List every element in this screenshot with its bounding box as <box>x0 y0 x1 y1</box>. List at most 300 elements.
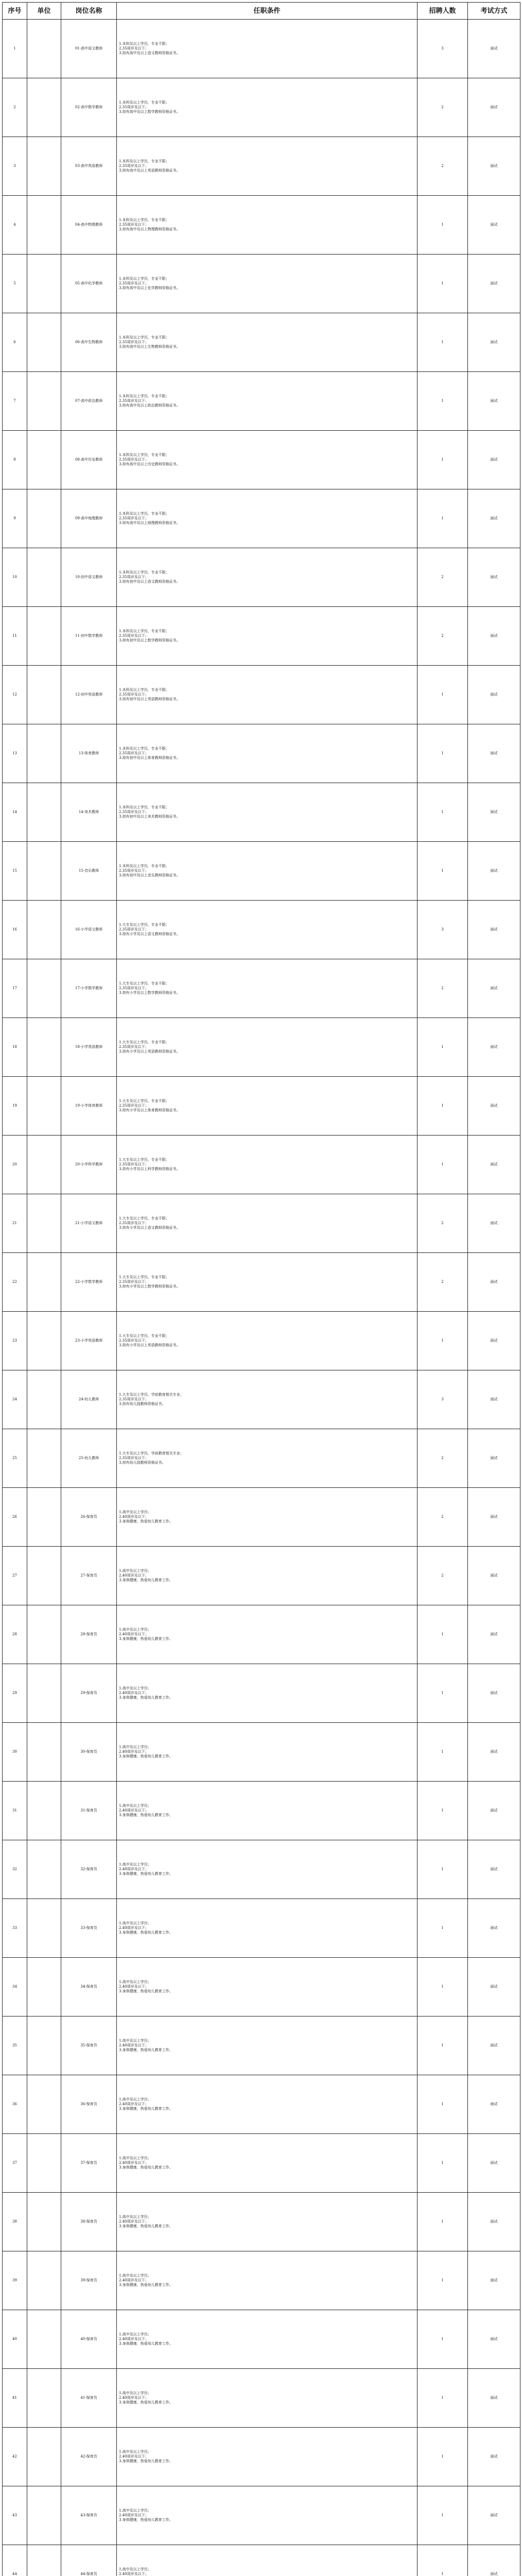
cell-post: 41-保育员 <box>61 2369 117 2428</box>
cell-post: 38-保育员 <box>61 2193 117 2251</box>
cell-conditions: 1.高中及以上学历； 2.40周岁及以下； 3.身体健康，热爱幼儿教育工作。 <box>117 2251 417 2310</box>
cell-index: 29 <box>3 1664 27 1723</box>
cell-conditions: 1.大专及以上学历，学前教育相关专业； 2.35周岁及以下； 3.持有幼儿园教师资格证书。 <box>117 1429 417 1488</box>
cell-index: 22 <box>3 1253 27 1312</box>
table-row <box>3 959 520 1018</box>
cell-index: 27 <box>3 1547 27 1605</box>
cell-post: 10-初中语文教师 <box>61 548 117 607</box>
cell-index: 10 <box>3 548 27 607</box>
cell-conditions: 1.大专及以上学历，专业不限； 2.35周岁及以下； 3.持有小学及以上语文教师资格证书。 <box>117 1194 417 1253</box>
cell-count: 2 <box>417 1194 468 1253</box>
cell-unit <box>27 78 61 137</box>
cell-exam: 面试 <box>468 1899 520 1958</box>
cell-exam: 面试 <box>468 2075 520 2134</box>
cell-count: 1 <box>417 2545 468 2576</box>
cell-index: 19 <box>3 1077 27 1136</box>
cell-index: 36 <box>3 2075 27 2134</box>
cell-exam: 面试 <box>468 959 520 1018</box>
cell-post: 43-保育员 <box>61 2486 117 2545</box>
cell-unit <box>27 2369 61 2428</box>
cell-conditions: 1.本科及以上学历，专业不限； 2.35周岁及以下； 3.持有初中及以上体育教师资格证书。 <box>117 724 417 783</box>
cell-count: 1 <box>417 1899 468 1958</box>
cell-count: 1 <box>417 2428 468 2486</box>
cell-count: 1 <box>417 431 468 489</box>
table-row <box>3 1605 520 1664</box>
cell-conditions: 1.本科及以上学历，专业不限； 2.35周岁及以下； 3.持有高中及以上历史教师资格证书。 <box>117 431 417 489</box>
cell-count: 1 <box>417 1723 468 1782</box>
cell-exam: 面试 <box>468 255 520 313</box>
cell-index: 8 <box>3 431 27 489</box>
cell-index: 1 <box>3 20 27 78</box>
table-row <box>3 1077 520 1136</box>
cell-unit <box>27 959 61 1018</box>
cell-conditions: 1.大专及以上学历，专业不限； 2.35周岁及以下； 3.持有小学及以上科学教师资格证书。 <box>117 1136 417 1194</box>
cell-exam: 面试 <box>468 607 520 666</box>
cell-post: 02-高中数学教师 <box>61 78 117 137</box>
cell-conditions: 1.高中及以上学历； 2.40周岁及以下； 3.身体健康，热爱幼儿教育工作。 <box>117 2486 417 2545</box>
cell-count: 1 <box>417 1840 468 1899</box>
cell-count: 1 <box>417 489 468 548</box>
table-row <box>3 2486 520 2545</box>
cell-post: 20-小学科学教师 <box>61 1136 117 1194</box>
header-index: 序号 <box>3 3 27 20</box>
cell-unit <box>27 1429 61 1488</box>
table-body <box>3 20 520 2576</box>
cell-index: 24 <box>3 1370 27 1429</box>
cell-post: 21-小学语文教师 <box>61 1194 117 1253</box>
table-row <box>3 1958 520 2016</box>
cell-exam: 面试 <box>468 1253 520 1312</box>
table-row <box>3 78 520 137</box>
table-row <box>3 1782 520 1840</box>
cell-exam: 面试 <box>468 1429 520 1488</box>
cell-exam: 面试 <box>468 20 520 78</box>
table-row <box>3 1664 520 1723</box>
cell-index: 44 <box>3 2545 27 2576</box>
cell-index: 23 <box>3 1312 27 1370</box>
cell-exam: 面试 <box>468 313 520 372</box>
cell-post: 12-初中英语教师 <box>61 666 117 724</box>
cell-index: 21 <box>3 1194 27 1253</box>
cell-conditions: 1.高中及以上学历； 2.40周岁及以下； 3.身体健康，热爱幼儿教育工作。 <box>117 1782 417 1840</box>
cell-count: 2 <box>417 959 468 1018</box>
cell-count: 1 <box>417 666 468 724</box>
cell-exam: 面试 <box>468 548 520 607</box>
cell-post: 16-小学语文教师 <box>61 901 117 959</box>
cell-index: 3 <box>3 137 27 196</box>
cell-count: 2 <box>417 548 468 607</box>
cell-index: 9 <box>3 489 27 548</box>
table-row <box>3 548 520 607</box>
cell-exam: 面试 <box>468 196 520 255</box>
cell-exam: 面试 <box>468 1782 520 1840</box>
cell-conditions: 1.本科及以上学历，专业不限； 2.35周岁及以下； 3.持有初中及以上数学教师资格证书。 <box>117 607 417 666</box>
cell-exam: 面试 <box>468 1664 520 1723</box>
cell-count: 1 <box>417 2369 468 2428</box>
table-row <box>3 1488 520 1547</box>
cell-unit <box>27 1018 61 1077</box>
table-row <box>3 1370 520 1429</box>
cell-conditions: 1.高中及以上学历； 2.40周岁及以下； 3.身体健康，热爱幼儿教育工作。 <box>117 1958 417 2016</box>
cell-post: 18-小学英语教师 <box>61 1018 117 1077</box>
cell-post: 35-保育员 <box>61 2016 117 2075</box>
cell-unit <box>27 137 61 196</box>
cell-conditions: 1.高中及以上学历； 2.40周岁及以下； 3.身体健康，热爱幼儿教育工作。 <box>117 2016 417 2075</box>
cell-conditions: 1.本科及以上学历，专业不限； 2.35周岁及以下； 3.持有高中及以上数学教师资格证书。 <box>117 78 417 137</box>
cell-unit <box>27 1605 61 1664</box>
cell-unit <box>27 2016 61 2075</box>
cell-post: 07-高中政治教师 <box>61 372 117 431</box>
cell-exam: 面试 <box>468 2369 520 2428</box>
cell-conditions: 1.高中及以上学历； 2.40周岁及以下； <box>117 2545 417 2576</box>
cell-count: 2 <box>417 137 468 196</box>
cell-post: 37-保育员 <box>61 2134 117 2193</box>
cell-unit <box>27 2486 61 2545</box>
cell-index: 7 <box>3 372 27 431</box>
cell-unit <box>27 1488 61 1547</box>
cell-exam: 面试 <box>468 724 520 783</box>
cell-post: 23-小学英语教师 <box>61 1312 117 1370</box>
table-row <box>3 2134 520 2193</box>
cell-conditions: 1.本科及以上学历，专业不限； 2.35周岁及以下； 3.持有初中及以上音乐教师资格证书。 <box>117 842 417 901</box>
cell-exam: 面试 <box>468 1370 520 1429</box>
cell-exam: 面试 <box>468 1136 520 1194</box>
cell-unit <box>27 489 61 548</box>
cell-unit <box>27 2428 61 2486</box>
table-row <box>3 1840 520 1899</box>
cell-unit <box>27 1136 61 1194</box>
cell-index: 31 <box>3 1782 27 1840</box>
cell-index: 16 <box>3 901 27 959</box>
table-row <box>3 255 520 313</box>
table-row <box>3 2428 520 2486</box>
cell-exam: 面试 <box>468 901 520 959</box>
cell-conditions: 1.本科及以上学历，专业不限； 2.35周岁及以下； 3.持有高中及以上语文教师资格证书。 <box>117 20 417 78</box>
cell-post: 39-保育员 <box>61 2251 117 2310</box>
table-row <box>3 1018 520 1077</box>
cell-exam: 面试 <box>468 1077 520 1136</box>
cell-post: 08-高中历史教师 <box>61 431 117 489</box>
cell-conditions: 1.高中及以上学历； 2.40周岁及以下； 3.身体健康，热爱幼儿教育工作。 <box>117 1488 417 1547</box>
cell-count: 1 <box>417 372 468 431</box>
cell-post: 28-保育员 <box>61 1605 117 1664</box>
table-row <box>3 2251 520 2310</box>
cell-index: 37 <box>3 2134 27 2193</box>
cell-index: 12 <box>3 666 27 724</box>
cell-post: 09-高中地理教师 <box>61 489 117 548</box>
cell-count: 1 <box>417 1782 468 1840</box>
cell-count: 1 <box>417 2075 468 2134</box>
cell-exam: 面试 <box>468 1547 520 1605</box>
cell-conditions: 1.高中及以上学历； 2.40周岁及以下； 3.身体健康，热爱幼儿教育工作。 <box>117 2310 417 2369</box>
table-row <box>3 783 520 842</box>
cell-unit <box>27 1782 61 1840</box>
cell-unit <box>27 372 61 431</box>
cell-unit <box>27 548 61 607</box>
cell-unit <box>27 2075 61 2134</box>
cell-exam: 面试 <box>468 1018 520 1077</box>
cell-unit <box>27 1370 61 1429</box>
cell-unit <box>27 20 61 78</box>
cell-index: 6 <box>3 313 27 372</box>
table-row <box>3 313 520 372</box>
cell-conditions: 1.高中及以上学历； 2.40周岁及以下； 3.身体健康，热爱幼儿教育工作。 <box>117 2428 417 2486</box>
cell-unit <box>27 2193 61 2251</box>
cell-index: 15 <box>3 842 27 901</box>
cell-count: 1 <box>417 313 468 372</box>
cell-post: 19-小学体育教师 <box>61 1077 117 1136</box>
cell-count: 1 <box>417 1958 468 2016</box>
cell-conditions: 1.本科及以上学历，专业不限； 2.35周岁及以下； 3.持有初中及以上美术教师资格证书。 <box>117 783 417 842</box>
cell-unit <box>27 666 61 724</box>
cell-unit <box>27 1664 61 1723</box>
table-row <box>3 901 520 959</box>
cell-count: 2 <box>417 1429 468 1488</box>
cell-conditions: 1.大专及以上学历，专业不限； 2.35周岁及以下； 3.持有小学及以上数学教师资格证书。 <box>117 1253 417 1312</box>
cell-index: 34 <box>3 1958 27 2016</box>
cell-count: 1 <box>417 842 468 901</box>
cell-exam: 面试 <box>468 2016 520 2075</box>
table-row <box>3 1136 520 1194</box>
table-row <box>3 2545 520 2576</box>
cell-exam: 面试 <box>468 2310 520 2369</box>
table-row <box>3 666 520 724</box>
cell-exam: 面试 <box>468 1958 520 2016</box>
cell-post: 44-保育员 <box>61 2545 117 2576</box>
cell-count: 1 <box>417 1605 468 1664</box>
cell-post: 34-保育员 <box>61 1958 117 2016</box>
cell-exam: 面试 <box>468 431 520 489</box>
cell-index: 35 <box>3 2016 27 2075</box>
cell-unit <box>27 724 61 783</box>
table-row <box>3 1547 520 1605</box>
cell-count: 2 <box>417 1488 468 1547</box>
recruitment-table-sheet <box>2 2 520 2576</box>
cell-unit <box>27 783 61 842</box>
table-row <box>3 20 520 78</box>
cell-unit <box>27 2134 61 2193</box>
cell-post: 27-保育员 <box>61 1547 117 1605</box>
cell-exam: 面试 <box>468 842 520 901</box>
cell-unit <box>27 196 61 255</box>
cell-post: 29-保育员 <box>61 1664 117 1723</box>
cell-unit <box>27 255 61 313</box>
table-row <box>3 2193 520 2251</box>
table-row <box>3 607 520 666</box>
cell-unit <box>27 1077 61 1136</box>
cell-conditions: 1.大专及以上学历，专业不限； 2.35周岁及以下； 3.持有小学及以上英语教师资格证书。 <box>117 1312 417 1370</box>
cell-unit <box>27 1253 61 1312</box>
cell-count: 1 <box>417 2310 468 2369</box>
cell-index: 40 <box>3 2310 27 2369</box>
cell-unit <box>27 2251 61 2310</box>
header-post: 岗位名称 <box>61 3 117 20</box>
cell-post: 30-保育员 <box>61 1723 117 1782</box>
header-count: 招聘人数 <box>417 3 468 20</box>
cell-index: 14 <box>3 783 27 842</box>
cell-post: 13-体育教师 <box>61 724 117 783</box>
cell-index: 11 <box>3 607 27 666</box>
cell-conditions: 1.高中及以上学历； 2.40周岁及以下； 3.身体健康，热爱幼儿教育工作。 <box>117 1840 417 1899</box>
cell-conditions: 1.高中及以上学历； 2.40周岁及以下； 3.身体健康，热爱幼儿教育工作。 <box>117 2193 417 2251</box>
cell-count: 1 <box>417 255 468 313</box>
cell-index: 20 <box>3 1136 27 1194</box>
cell-exam: 面试 <box>468 1840 520 1899</box>
table-row <box>3 2369 520 2428</box>
cell-exam: 面试 <box>468 783 520 842</box>
cell-unit <box>27 1899 61 1958</box>
cell-post: 06-高中生物教师 <box>61 313 117 372</box>
cell-conditions: 1.高中及以上学历； 2.40周岁及以下； 3.身体健康，热爱幼儿教育工作。 <box>117 1723 417 1782</box>
table-row <box>3 1899 520 1958</box>
table-row <box>3 1194 520 1253</box>
cell-exam: 面试 <box>468 2545 520 2576</box>
cell-exam: 面试 <box>468 489 520 548</box>
table-row <box>3 1723 520 1782</box>
cell-index: 33 <box>3 1899 27 1958</box>
cell-exam: 面试 <box>468 2193 520 2251</box>
cell-unit <box>27 1194 61 1253</box>
cell-count: 2 <box>417 1253 468 1312</box>
cell-conditions: 1.大专及以上学历，学前教育相关专业； 2.35周岁及以下； 3.持有幼儿园教师资格证书。 <box>117 1370 417 1429</box>
cell-post: 36-保育员 <box>61 2075 117 2134</box>
cell-count: 3 <box>417 901 468 959</box>
table-row <box>3 489 520 548</box>
cell-index: 2 <box>3 78 27 137</box>
cell-exam: 面试 <box>468 372 520 431</box>
cell-count: 2 <box>417 1547 468 1605</box>
cell-count: 1 <box>417 196 468 255</box>
cell-post: 17-小学数学教师 <box>61 959 117 1018</box>
cell-count: 1 <box>417 2251 468 2310</box>
cell-exam: 面试 <box>468 2428 520 2486</box>
cell-exam: 面试 <box>468 666 520 724</box>
cell-exam: 面试 <box>468 2251 520 2310</box>
cell-index: 18 <box>3 1018 27 1077</box>
cell-exam: 面试 <box>468 1312 520 1370</box>
cell-count: 3 <box>417 1370 468 1429</box>
cell-post: 15-音乐教师 <box>61 842 117 901</box>
cell-conditions: 1.高中及以上学历； 2.40周岁及以下； 3.身体健康，热爱幼儿教育工作。 <box>117 1605 417 1664</box>
cell-index: 17 <box>3 959 27 1018</box>
cell-count: 2 <box>417 78 468 137</box>
cell-post: 01-高中语文教师 <box>61 20 117 78</box>
table-row <box>3 724 520 783</box>
cell-unit <box>27 1547 61 1605</box>
cell-conditions: 1.大专及以上学历，专业不限； 2.35周岁及以下； 3.持有小学及以上体育教师资格证书。 <box>117 1077 417 1136</box>
cell-count: 1 <box>417 2016 468 2075</box>
cell-post: 33-保育员 <box>61 1899 117 1958</box>
cell-count: 3 <box>417 20 468 78</box>
cell-conditions: 1.本科及以上学历，专业不限； 2.35周岁及以下； 3.持有高中及以上英语教师资格证书。 <box>117 137 417 196</box>
cell-conditions: 1.大专及以上学历，专业不限； 2.35周岁及以下； 3.持有小学及以上英语教师资格证书。 <box>117 1018 417 1077</box>
cell-exam: 面试 <box>468 137 520 196</box>
cell-index: 39 <box>3 2251 27 2310</box>
cell-conditions: 1.高中及以上学历； 2.40周岁及以下； 3.身体健康，热爱幼儿教育工作。 <box>117 1664 417 1723</box>
cell-unit <box>27 842 61 901</box>
table-row <box>3 1429 520 1488</box>
table-row <box>3 431 520 489</box>
cell-index: 30 <box>3 1723 27 1782</box>
cell-conditions: 1.本科及以上学历，专业不限； 2.35周岁及以下； 3.持有初中及以上英语教师资格证书。 <box>117 666 417 724</box>
cell-post: 03-高中英语教师 <box>61 137 117 196</box>
header-conditions: 任职条件 <box>117 3 417 20</box>
cell-unit <box>27 901 61 959</box>
cell-count: 1 <box>417 1018 468 1077</box>
cell-conditions: 1.高中及以上学历； 2.40周岁及以下； 3.身体健康，热爱幼儿教育工作。 <box>117 2075 417 2134</box>
cell-exam: 面试 <box>468 1605 520 1664</box>
cell-conditions: 1.本科及以上学历，专业不限； 2.35周岁及以下； 3.持有初中及以上语文教师资格证书。 <box>117 548 417 607</box>
table-row <box>3 196 520 255</box>
cell-index: 5 <box>3 255 27 313</box>
cell-conditions: 1.本科及以上学历，专业不限； 2.35周岁及以下； 3.持有高中及以上化学教师资格证书。 <box>117 255 417 313</box>
cell-unit <box>27 2310 61 2369</box>
table-header-row <box>3 3 520 20</box>
table-row <box>3 2310 520 2369</box>
cell-count: 1 <box>417 724 468 783</box>
cell-index: 38 <box>3 2193 27 2251</box>
cell-post: 31-保育员 <box>61 1782 117 1840</box>
cell-index: 13 <box>3 724 27 783</box>
cell-post: 32-保育员 <box>61 1840 117 1899</box>
cell-index: 32 <box>3 1840 27 1899</box>
table-row <box>3 1312 520 1370</box>
cell-count: 1 <box>417 2134 468 2193</box>
header-exam: 考试方式 <box>468 3 520 20</box>
cell-count: 1 <box>417 1077 468 1136</box>
cell-index: 43 <box>3 2486 27 2545</box>
cell-count: 1 <box>417 2486 468 2545</box>
cell-index: 41 <box>3 2369 27 2428</box>
cell-exam: 面试 <box>468 1723 520 1782</box>
cell-conditions: 1.本科及以上学历，专业不限； 2.35周岁及以下； 3.持有高中及以上地理教师资格证书。 <box>117 489 417 548</box>
cell-conditions: 1.大专及以上学历，专业不限； 2.35周岁及以下； 3.持有小学及以上数学教师资格证书。 <box>117 959 417 1018</box>
cell-index: 26 <box>3 1488 27 1547</box>
cell-conditions: 1.高中及以上学历； 2.40周岁及以下； 3.身体健康，热爱幼儿教育工作。 <box>117 1899 417 1958</box>
cell-count: 1 <box>417 1664 468 1723</box>
cell-post: 26-保育员 <box>61 1488 117 1547</box>
cell-post: 24-幼儿教师 <box>61 1370 117 1429</box>
cell-index: 25 <box>3 1429 27 1488</box>
cell-count: 1 <box>417 1312 468 1370</box>
cell-conditions: 1.高中及以上学历； 2.40周岁及以下； 3.身体健康，热爱幼儿教育工作。 <box>117 2369 417 2428</box>
cell-unit <box>27 1840 61 1899</box>
cell-post: 04-高中物理教师 <box>61 196 117 255</box>
cell-conditions: 1.高中及以上学历； 2.40周岁及以下； 3.身体健康，热爱幼儿教育工作。 <box>117 1547 417 1605</box>
table-row <box>3 842 520 901</box>
cell-index: 42 <box>3 2428 27 2486</box>
cell-post: 25-幼儿教师 <box>61 1429 117 1488</box>
cell-exam: 面试 <box>468 2486 520 2545</box>
table-row <box>3 137 520 196</box>
cell-post: 40-保育员 <box>61 2310 117 2369</box>
cell-post: 22-小学数学教师 <box>61 1253 117 1312</box>
cell-unit <box>27 607 61 666</box>
cell-unit <box>27 1723 61 1782</box>
cell-exam: 面试 <box>468 2134 520 2193</box>
table-row <box>3 2075 520 2134</box>
cell-unit <box>27 1312 61 1370</box>
header-unit: 单位 <box>27 3 61 20</box>
cell-conditions: 1.本科及以上学历，专业不限； 2.35周岁及以下； 3.持有高中及以上物理教师资格证书。 <box>117 196 417 255</box>
cell-count: 1 <box>417 1136 468 1194</box>
cell-post: 11-初中数学教师 <box>61 607 117 666</box>
cell-exam: 面试 <box>468 1488 520 1547</box>
cell-unit <box>27 431 61 489</box>
cell-unit <box>27 2545 61 2576</box>
cell-post: 14-美术教师 <box>61 783 117 842</box>
cell-unit <box>27 1958 61 2016</box>
